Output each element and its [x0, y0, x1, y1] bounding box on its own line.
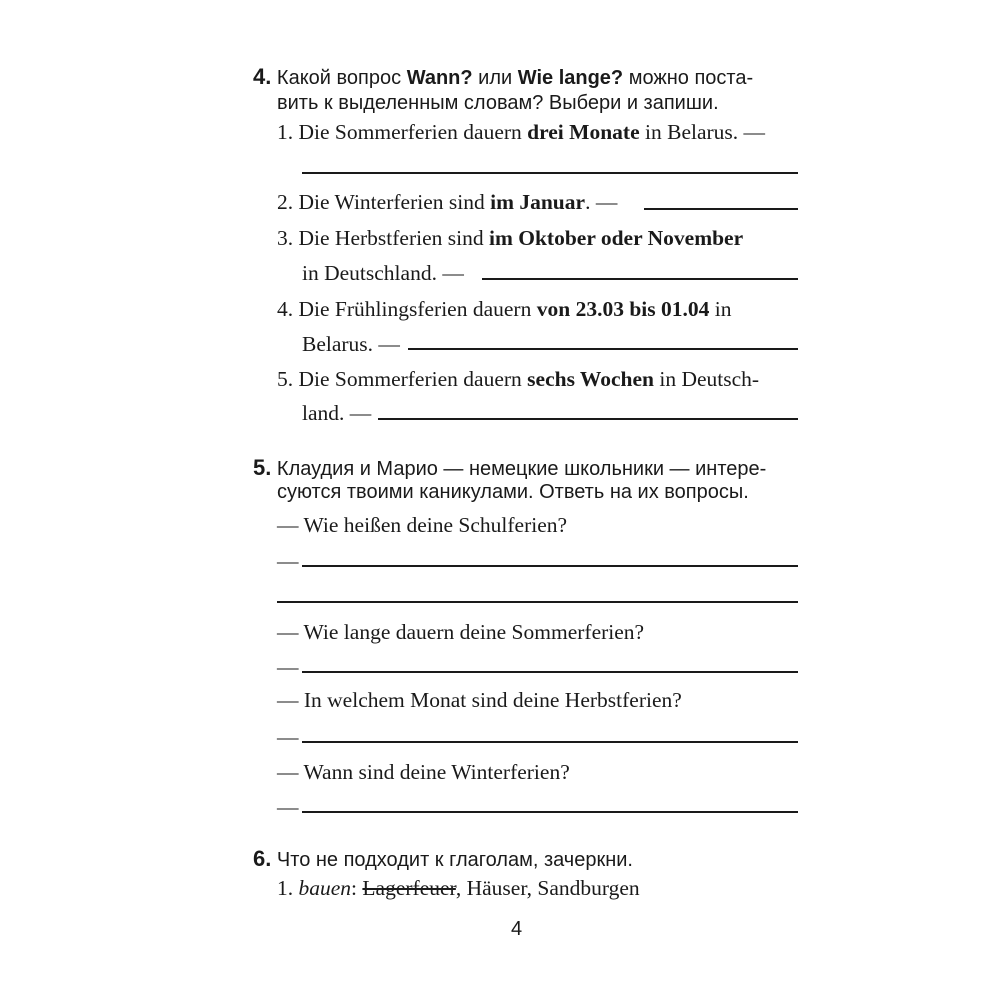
item-text: . — [585, 190, 618, 214]
item-text: : [351, 876, 363, 900]
answer-line[interactable] [277, 601, 798, 603]
item-text: Die Frühlingsferien dauern [298, 297, 537, 321]
answer-line[interactable] [378, 418, 798, 420]
item-highlight: von 23.03 bis 01.04 [536, 297, 710, 321]
question-2: — Wie lange dauern deine Sommerferien? [277, 620, 645, 644]
item-highlight: sechs Wochen [527, 367, 654, 391]
ex4-item-1 [277, 120, 765, 145]
item-text: Die Winterferien sind [298, 190, 491, 214]
item-number: 4. [277, 297, 294, 321]
ex4-item-3-cont: in Deutschland. — [302, 261, 464, 285]
page-number: 4 [511, 918, 523, 940]
answer-line[interactable] [644, 208, 798, 210]
item-number: 2. [277, 190, 294, 214]
ex4-text: или [472, 67, 518, 89]
question-1: — Wie heißen deine Schulferien? [277, 513, 568, 537]
ex4-heading-line1 [253, 64, 753, 90]
answer-line[interactable] [302, 811, 798, 813]
question-3: — In welchem Monat sind deine Herbstferien? [277, 688, 682, 712]
item-text: Die Sommerferien dauern [298, 367, 528, 391]
ex4-item-5-cont: land. — [302, 401, 372, 425]
item-text: Die Herbstferien sind [298, 226, 489, 250]
answer-line[interactable] [302, 671, 798, 673]
ex6-item-1 [277, 876, 640, 901]
ex4-wie-lange: Wie lange? [517, 67, 624, 89]
item-text: in [709, 297, 732, 321]
ex4-item-5 [277, 367, 759, 392]
answer-dash: — [277, 795, 299, 819]
answer-line[interactable] [408, 348, 798, 350]
item-highlight: im Oktober oder November [488, 226, 744, 250]
item-text: in Belarus. — [639, 120, 766, 144]
item-text: Die Sommerferien dauern [298, 120, 528, 144]
ex4-text: Какой вопрос [276, 67, 407, 89]
answer-dash: — [277, 655, 299, 679]
item-highlight: im Januar [490, 190, 586, 214]
ex4-item-3 [277, 226, 743, 251]
ex4-item-4-cont: Belarus. — [302, 332, 400, 356]
answer-dash: — [277, 725, 299, 749]
item-text: in Deutsch- [653, 367, 760, 391]
ex5-heading-line2: суются твоими каникулами. Ответь на их вопросы. [277, 481, 749, 503]
answer-dash: — [277, 549, 299, 573]
item-number: 3. [277, 226, 294, 250]
ex5-heading-line1 [253, 455, 766, 481]
item-highlight: drei Monate [527, 120, 640, 144]
struck-word[interactable]: Lagerfeuer [362, 876, 456, 900]
question-4: — Wann sind deine Winterferien? [277, 760, 570, 784]
item-number: 5. [277, 367, 294, 391]
answer-line[interactable] [302, 172, 798, 174]
verb: bauen [298, 876, 352, 900]
ex4-item-2 [277, 190, 617, 215]
answer-line[interactable] [302, 565, 798, 567]
item-number: 1. [277, 120, 294, 144]
ex4-heading-line2: вить к выделенным словам? Выбери и запиши. [277, 92, 719, 114]
ex4-text: можно поста- [623, 67, 754, 89]
answer-line[interactable] [302, 741, 798, 743]
ex6-number: 6. [253, 846, 272, 871]
ex4-wann: Wann? [406, 67, 473, 89]
ex4-item-4 [277, 297, 731, 322]
ex4-number: 4. [253, 64, 272, 89]
ex6-heading-line1 [253, 846, 633, 872]
ex5-text: Клаудия и Марио — немецкие школьники — интере- [276, 458, 767, 480]
item-number: 1. [277, 876, 294, 900]
ex5-number: 5. [253, 455, 272, 480]
ex6-text: Что не подходит к глаголам, зачеркни. [276, 849, 633, 871]
answer-line[interactable] [482, 278, 798, 280]
item-text: , Häuser, Sandburgen [455, 876, 640, 900]
